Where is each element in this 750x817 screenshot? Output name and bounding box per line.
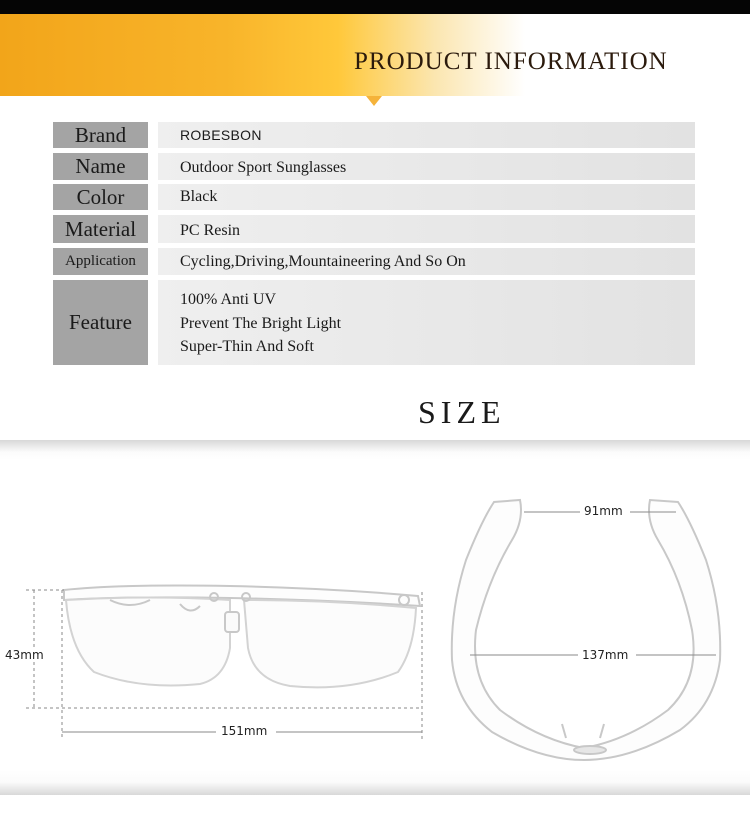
temple-length-label: 137mm [582, 648, 629, 662]
row-label: Color [53, 184, 148, 210]
row-value-cell [158, 122, 695, 148]
front-view-glasses [64, 586, 420, 688]
front-width-label: 151mm [221, 724, 268, 738]
glasses-diagram [0, 440, 750, 795]
feature-item: Prevent The Bright Light [180, 315, 342, 332]
row-value: Cycling,Driving,Mountaineering And So On [180, 253, 466, 270]
row-value: PC Resin [180, 222, 241, 239]
row-value: Black [180, 188, 218, 205]
feature-item: Super-Thin And Soft [180, 338, 314, 355]
row-label: Name [53, 153, 148, 180]
page-title: PRODUCT INFORMATION [354, 48, 668, 75]
row-label: Feature [53, 280, 148, 365]
table-row-brand [53, 122, 695, 148]
table-row-application [53, 248, 695, 275]
front-height-label: 43mm [5, 648, 44, 662]
top-view-glasses [452, 500, 720, 760]
row-value-cell [158, 215, 695, 243]
feature-item: 100% Anti UV [180, 291, 276, 308]
banner-pointer [366, 96, 382, 106]
row-label: Brand [53, 122, 148, 148]
size-diagram-area [0, 440, 750, 795]
row-value: ROBESBON [180, 127, 262, 143]
top-black-bar [0, 0, 750, 14]
row-label: Material [53, 215, 148, 243]
table-row-color [53, 184, 695, 210]
table-row-feature [53, 280, 695, 365]
table-row-material [53, 215, 695, 243]
row-value: Outdoor Sport Sunglasses [180, 159, 347, 176]
table-row-name [53, 153, 695, 180]
size-title: SIZE [418, 394, 506, 430]
row-value-cell [158, 280, 695, 365]
row-value-cell [158, 153, 695, 180]
row-value-cell [158, 184, 695, 210]
row-value-cell [158, 248, 695, 275]
hinge-width-label: 91mm [584, 504, 623, 518]
row-label: Application [53, 248, 148, 275]
